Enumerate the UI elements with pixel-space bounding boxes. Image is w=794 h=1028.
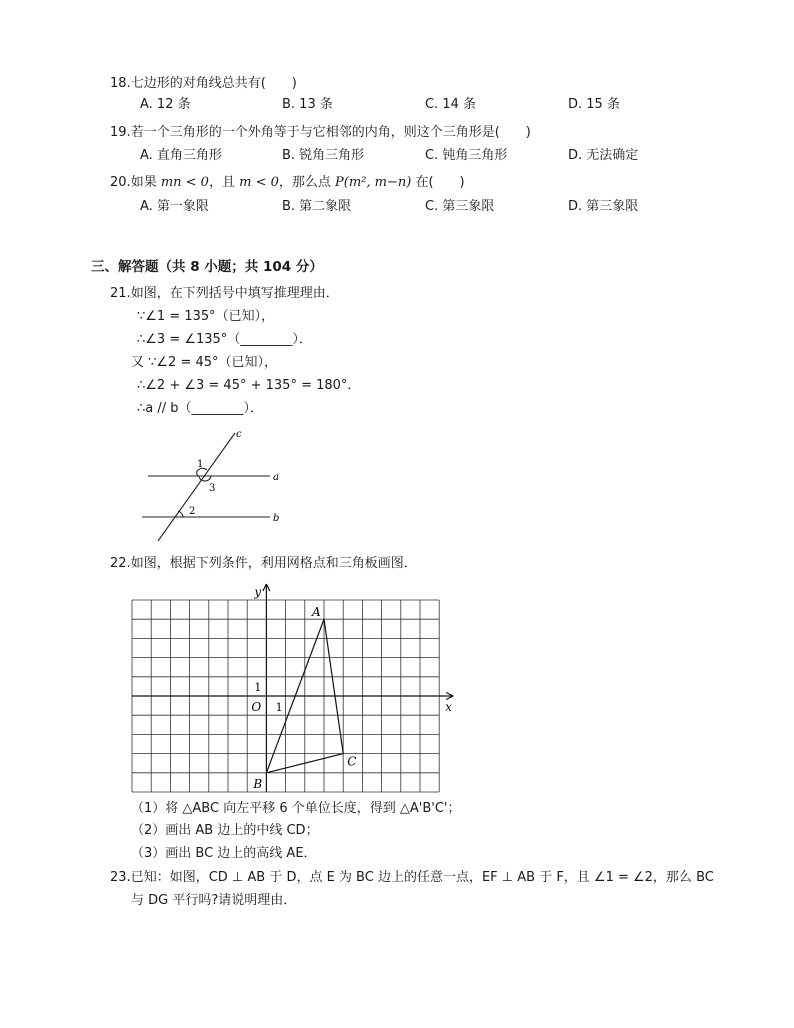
- label-point-b: B: [253, 776, 263, 791]
- proof-step: ∴∠3 = ∠135°（________）．: [137, 332, 312, 347]
- option-b: B. 锐角三角形: [282, 148, 365, 163]
- question-number: 23.: [110, 870, 131, 885]
- label-a: a: [273, 472, 279, 483]
- question-23: [110, 869, 714, 887]
- task-3: （3）画出 BC 边上的高线 AE．: [131, 846, 317, 861]
- label-b: b: [273, 513, 280, 524]
- transversal-c: [158, 433, 235, 541]
- question-number: 21.: [110, 286, 131, 301]
- label-unit-x: 1: [275, 701, 283, 714]
- option-d: D. 无法确定: [568, 148, 639, 163]
- question-22: [110, 555, 417, 573]
- label-unit-y: 1: [254, 680, 262, 694]
- question-number: 22.: [110, 556, 131, 571]
- option-c: C. 第三象限: [425, 199, 495, 214]
- option-b: B. 第二象限: [282, 199, 352, 214]
- label-y-axis: y: [254, 585, 262, 599]
- option-a: A. 12 条: [140, 97, 191, 112]
- question-number: 20.: [110, 175, 131, 190]
- label-point-a: A: [312, 605, 321, 620]
- question-20: 20.如果 mn < 0，且 m < 0，那么点 P(m², m−n) 在( ): [110, 175, 465, 190]
- axes: [132, 584, 453, 792]
- math-expression: mn < 0: [160, 175, 209, 190]
- question-19: [110, 124, 531, 142]
- question-stem: 若一个三角形的一个外角等于与它相邻的内角，则这个三角形是( ): [130, 125, 531, 140]
- task-1: （1）将 △ABC 向左平移 6 个单位长度，得到 △A'B'C'；: [131, 801, 461, 816]
- question-stem: 七边形的对角线总共有( ): [130, 76, 297, 91]
- question-18: [110, 75, 297, 93]
- option-a: A. 第一象限: [140, 199, 209, 214]
- proof-step: ∵∠1 = 135°（已知），: [137, 309, 275, 324]
- label-point-c: C: [347, 754, 357, 769]
- task-2: （2）画出 AB 边上的中线 CD；: [131, 823, 319, 838]
- proof-step: ∴∠2 + ∠3 = 45° + 135° = 180°．: [137, 378, 361, 393]
- option-c: C. 14 条: [425, 97, 477, 112]
- question-number: 19.: [110, 125, 131, 140]
- proof-step: 又 ∵∠2 = 45°（已知），: [131, 355, 278, 370]
- math-expression: m < 0: [239, 175, 279, 190]
- coordinate-grid-figure: [120, 575, 450, 800]
- parallel-lines-figure: [130, 425, 300, 550]
- option-d: D. 第三象限: [568, 199, 639, 214]
- proof-step: ∴a // b（________）．: [137, 401, 264, 416]
- option-d: D. 15 条: [568, 97, 620, 112]
- question-stem: 已知：如图，CD ⊥ AB 于 D，点 E 为 BC 边上的任意一点，EF ⊥ AB 于 F，且 ∠1 = ∠2，那么 BC: [130, 870, 714, 885]
- section-title: 三、解答题（共 8 小题；共 104 分）: [91, 259, 323, 275]
- label-1: 1: [197, 459, 204, 470]
- option-b: B. 13 条: [282, 97, 333, 112]
- label-x-axis: x: [445, 700, 452, 714]
- option-a: A. 直角三角形: [140, 148, 222, 163]
- option-c: C. 钝角三角形: [425, 148, 508, 163]
- label-origin: O: [251, 700, 262, 714]
- question-stem: 如图，在下列括号中填写推理理由．: [130, 286, 339, 301]
- question-stem: 如图，根据下列条件，利用网格点和三角板画图．: [130, 556, 417, 571]
- question-23-continued: 与 DG 平行吗?请说明理由．: [131, 893, 297, 908]
- label-c: c: [236, 429, 242, 440]
- question-number: 18.: [110, 76, 131, 91]
- label-3: 3: [209, 483, 216, 494]
- label-2: 2: [189, 506, 196, 517]
- math-expression: P(m², m−n): [335, 175, 412, 190]
- question-21: [110, 285, 339, 303]
